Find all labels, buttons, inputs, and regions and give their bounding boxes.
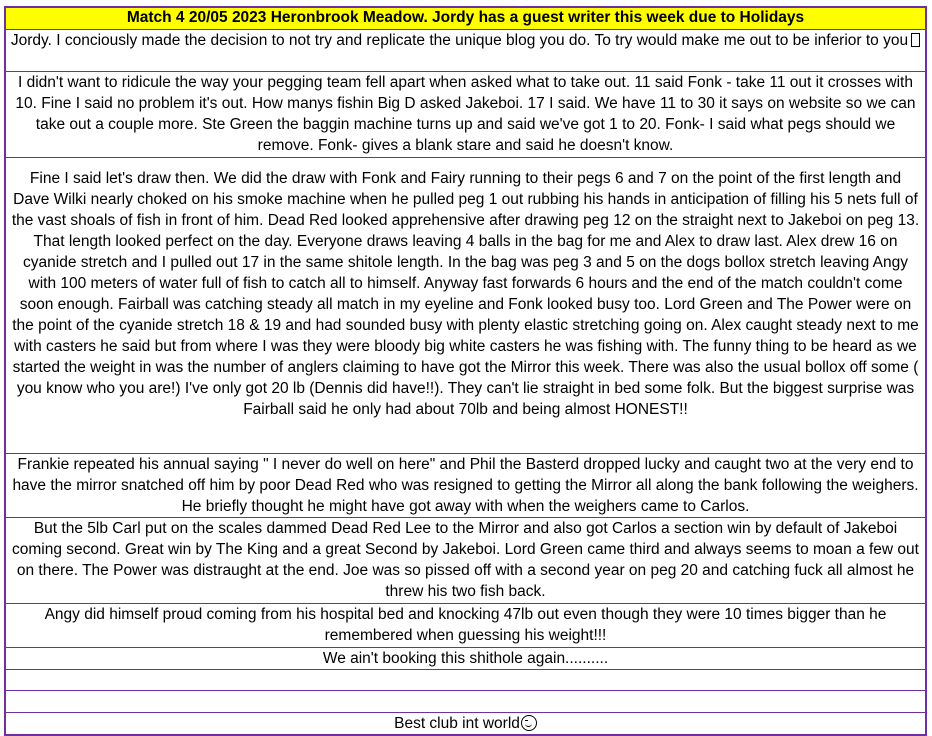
empty-row bbox=[6, 670, 925, 691]
intro-text: Jordy. I conciously made the decision to not try and replicate the unique blog you do. To try would make me out to be inferior to you bbox=[10, 32, 909, 49]
wink-emoji-icon bbox=[521, 715, 537, 731]
missing-glyph-icon bbox=[911, 33, 920, 47]
signoff-text: Best club int world bbox=[394, 715, 520, 732]
paragraph-result: But the 5lb Carl put on the scales dammed Dead Red Lee to the Mirror and also got Carlos a section win by default of Jakeboi coming second. Great win by The King and a great Second by Jakeboi. Lord Green came third and always seems to moan a few out on there. The Power was distraught at the end. Joe was so pissed off with a second year on peg 20 and catching fuck all almost he threw his two fish back. bbox=[6, 518, 925, 604]
match-title: Match 4 20/05 2023 Heronbrook Meadow. Jordy has a guest writer this week due to Holidays bbox=[6, 8, 925, 30]
empty-row bbox=[6, 691, 925, 713]
spreadsheet-report bbox=[4, 6, 927, 736]
paragraph-booking: We ain't booking this shithole again.......... bbox=[6, 648, 925, 670]
paragraph-angy: Angy did himself proud coming from his hospital bed and knocking 47lb out even though they were 10 times bigger than he remembered when guessing his weight!!! bbox=[6, 604, 925, 648]
paragraph-signoff bbox=[6, 713, 925, 734]
paragraph-intro bbox=[6, 30, 925, 72]
paragraph-pegging: I didn't want to ridicule the way your pegging team fell apart when asked what to take out. 11 said Fonk - take 11 out it crosses with 10. Fine I said no problem it's out. How manys fishin Big D asked Jakeboi. 17 I said. We have 11 to 30 it says on website so we can take out a couple more. Ste Green the baggin machine turns up and said we've got 1 to 20. Fonk- I said what pegs should we remove. Fonk- gives a blank stare and said he doesn't know. bbox=[6, 72, 925, 158]
paragraph-draw: Fine I said let's draw then. We did the draw with Fonk and Fairy running to their pegs 6 and 7 on the point of the first length and Dave Wilki nearly choked on his smoke machine when he pulled peg 1 out rubbing his hands in anticipation of filling his 5 nets full of the vast shoals of fish in front of him. Dead Red looked apprehensive after drawing peg 12 on the straight next to Jakeboi on peg 13. That length looked perfect on the day. Everyone draws leaving 4 balls in the bag for me and Alex to draw last. Alex drew 16 on cyanide stretch and I pulled out 17 in the same shitole length. In the bag was peg 3 and 5 on the dogs bollox stretch leaving Angy with 100 meters of water full of fish to catch all to himself. Anyway fast forwards 6 hours and the end of the match couldn't come soon enough. Fairball was catching steady all match in my eyeline and Fonk looked busy too. Lord Green and The Power were on the point of the cyanide stretch 18 & 19 and had sounded busy with plenty elastic stretching going on. Alex caught steady next to me with casters he said but from where I was they were bloody big white casters he was fishing with. The funny thing to be heard as we started the weight in was the number of anglers claiming to have got the Mirror this week. There was also the usual bollox off some ( you know who you are!) I've only got 20 lb (Dennis did have!!). They can't lie straight in bed some folk. But the biggest surprise was Fairball said he only had about 70lb and being almost HONEST!! bbox=[6, 158, 925, 454]
paragraph-frankie: Frankie repeated his annual saying " I never do well on here" and Phil the Basterd dropped lucky and caught two at the very end to have the mirror snatched off him by poor Dead Red who was resigned to getting the Mirror all along the bank following the weighers. He briefly thought he might have got away with when the weighers came to Carlos. bbox=[6, 454, 925, 518]
